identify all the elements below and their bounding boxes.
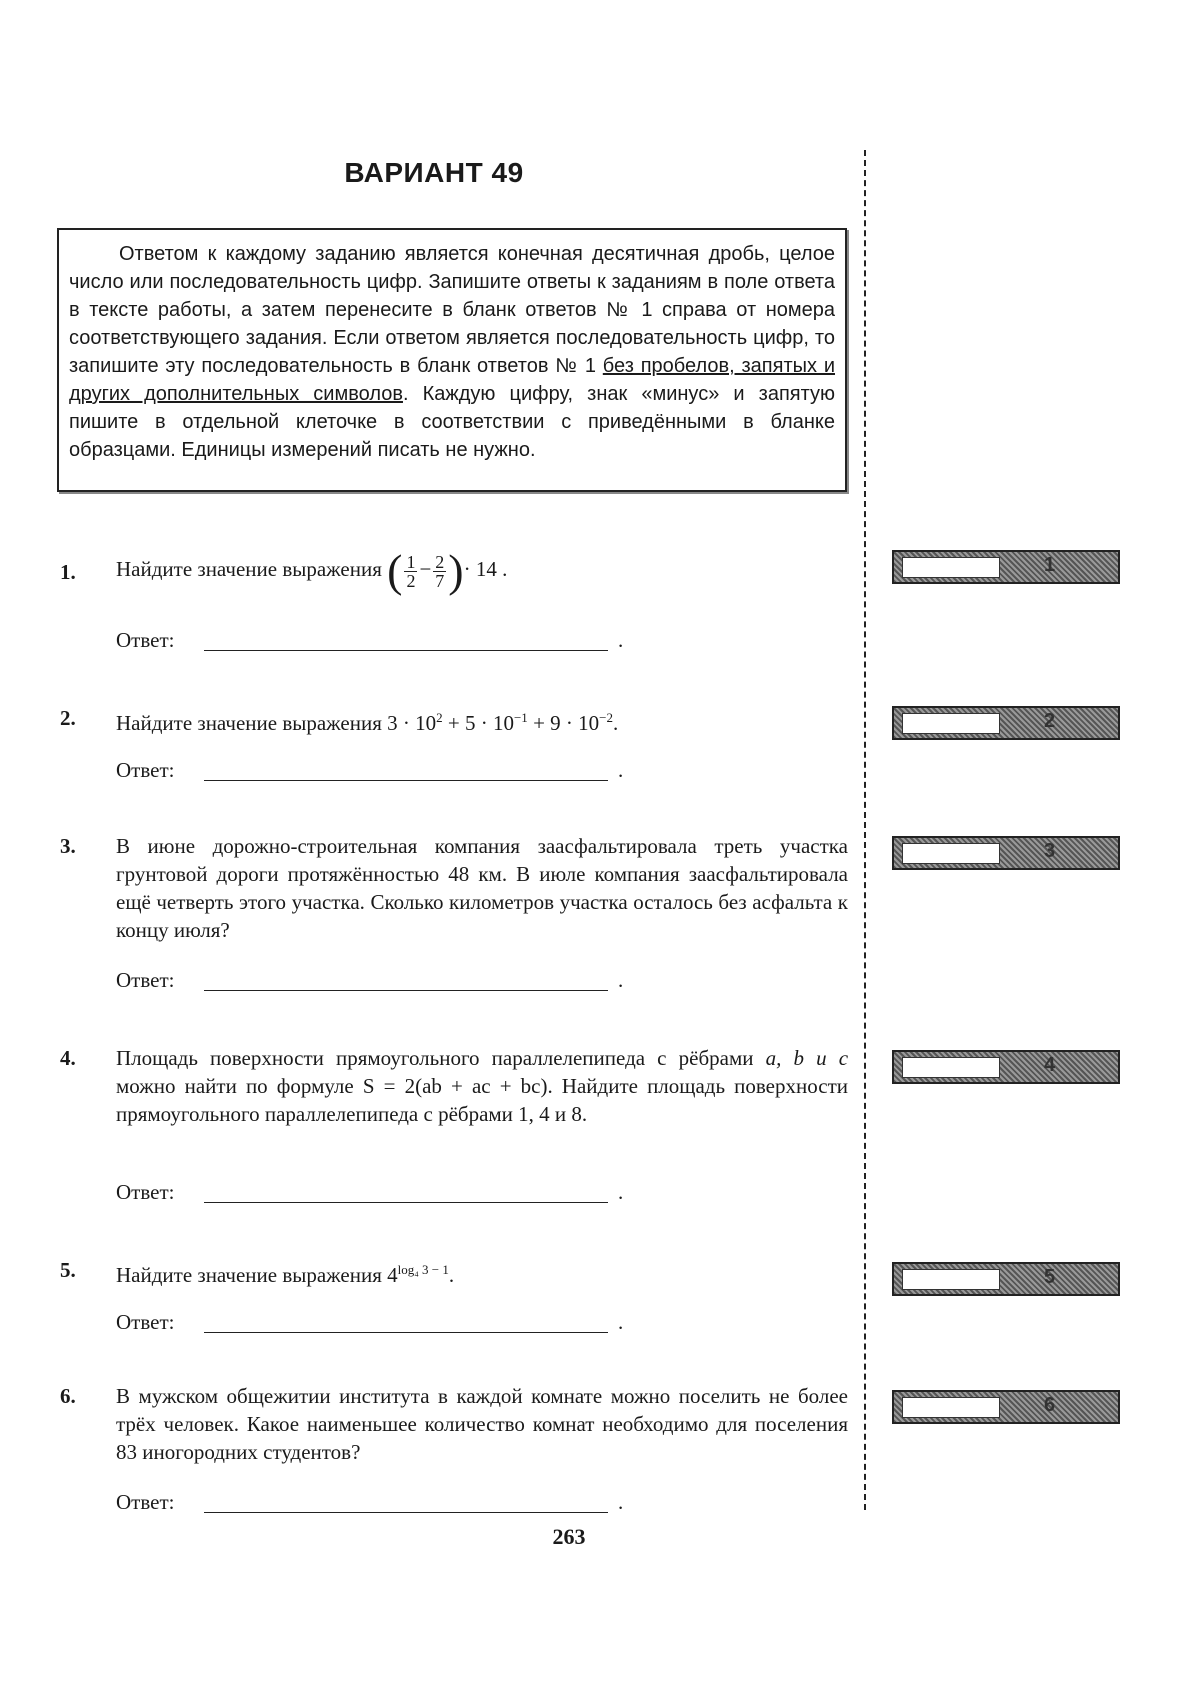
answer-dot: . (618, 758, 624, 782)
answer-form-box-1[interactable] (892, 550, 1120, 584)
answer-form-cell[interactable] (902, 1269, 1000, 1290)
answer-form-box-3[interactable] (892, 836, 1120, 870)
answer-line[interactable] (204, 1512, 608, 1513)
answer-form-cell[interactable] (902, 557, 1000, 578)
page-title: ВАРИАНТ 49 (344, 157, 524, 188)
task-prompt: Найдите значение выражения (116, 556, 382, 581)
instructions-text-end: . Каждую цифру, знак «минус» и запятую пишите в отдельной клеточке в соответствии с приведёнными в бланке образцами. Единицы измерений писать не нужно. (69, 383, 835, 461)
task-text: Найдите значение выражения ( $\frac{1}{2}$ − $\frac{2}{7}$ )· 14 . (116, 545, 508, 596)
answer-form-cell[interactable] (902, 1057, 1000, 1078)
answer-form-number: 5 (1044, 1266, 1056, 1288)
answer-line[interactable] (204, 780, 608, 781)
task-4 (60, 1044, 850, 1164)
answer-form-box-5[interactable] (892, 1262, 1120, 1296)
fraction-a: $\frac{1}{2}$ (406, 551, 416, 591)
task-5 (60, 1256, 850, 1286)
answer-4[interactable] (116, 1180, 624, 1205)
answer-6[interactable] (116, 1490, 624, 1515)
task-text: Площадь поверхности прямоугольного параллелепипеда с рёбрами a, b и c можно найти по формуле S = 2(ab + ac + bc). Найдите площадь поверхности прямоугольного параллелепипеда с рёбрами 1, 4 и 8. (116, 1046, 849, 1126)
answer-form-number: 2 (1044, 710, 1056, 732)
instructions-text: Ответом к каждому заданию является конечная десятичная дробь, целое число или последовательность цифр. Запишите ответы к заданиям в поле ответа в тексте работы, а затем перенесите в бланк ответов № 1 справа от номера соответствующего задания. Если ответом является последовательность цифр, то запишите эту последовательность в бланк ответов № 1 (69, 243, 835, 377)
answer-form-box-2[interactable] (892, 706, 1120, 740)
answer-label: Ответ: (116, 1310, 175, 1334)
task-text: В мужском общежитии института в каждой комнате можно поселить не более трёх человек. Какое наименьшее количество комнат необходимо для поселения 83 иногородних студентов? (116, 1384, 848, 1464)
answer-form-number: 3 (1044, 840, 1056, 862)
answer-label: Ответ: (116, 628, 175, 652)
answer-dot: . (618, 968, 624, 992)
answer-form-number: 1 (1044, 554, 1056, 576)
answer-form-cell[interactable] (902, 1397, 1000, 1418)
answer-form-cell[interactable] (902, 843, 1000, 864)
task-text: В июне дорожно-строительная компания заасфальтировала треть участка грунтовой дороги протяжённостью 48 км. В июле компания заасфальтировала ещё четверть этого участка. Сколько километров участка осталось без асфальта к концу июля? (116, 834, 848, 942)
task-number: 3. (60, 834, 76, 858)
task-text: Найдите значение выражения $4^{log_4 3 - 1}$. (116, 1262, 455, 1287)
answer-form-cell[interactable] (902, 713, 1000, 734)
right-paren: ) (448, 545, 464, 596)
task-number: 5. (60, 1258, 76, 1282)
answer-line[interactable] (204, 1202, 608, 1203)
answer-form-box-6[interactable] (892, 1390, 1120, 1424)
page-number: 263 (552, 1524, 586, 1549)
instructions-underlined: без пробелов, запятых и других дополнительных символов (69, 355, 835, 405)
expression-tail: · 14 . (463, 556, 508, 581)
answer-3[interactable] (116, 968, 624, 993)
answer-label: Ответ: (116, 758, 175, 782)
instructions-box (57, 228, 847, 492)
answer-5[interactable] (116, 1310, 624, 1335)
task-number: 2. (60, 706, 76, 730)
answer-form-box-4[interactable] (892, 1050, 1120, 1084)
fraction-b: $\frac{2}{7}$ (435, 551, 445, 591)
answer-label: Ответ: (116, 968, 175, 992)
answer-form-number: 4 (1044, 1054, 1056, 1076)
answer-form-number: 6 (1044, 1394, 1056, 1416)
answer-dot: . (618, 1310, 624, 1334)
task-2 (60, 704, 850, 734)
task-number: 1. (60, 560, 76, 584)
answer-label: Ответ: (116, 1180, 175, 1204)
answer-line[interactable] (204, 990, 608, 991)
task-3 (60, 832, 850, 952)
answer-dot: . (618, 1490, 624, 1514)
answer-dot: . (618, 628, 624, 652)
answer-dot: . (618, 1180, 624, 1204)
task-number: 4. (60, 1046, 76, 1070)
task-1 (60, 545, 850, 598)
task-text: Найдите значение выражения $3 \cdot 10^2 + 5 \cdot 10^{-1} + 9 \cdot 10^{-2}$. (116, 710, 619, 735)
answer-label: Ответ: (116, 1490, 175, 1514)
answer-1[interactable] (116, 628, 624, 653)
cut-line (864, 150, 866, 1510)
task-6 (60, 1382, 850, 1472)
left-paren: ( (387, 545, 403, 596)
answer-line[interactable] (204, 650, 608, 651)
answer-2[interactable] (116, 758, 624, 783)
task-number: 6. (60, 1384, 76, 1408)
answer-line[interactable] (204, 1332, 608, 1333)
